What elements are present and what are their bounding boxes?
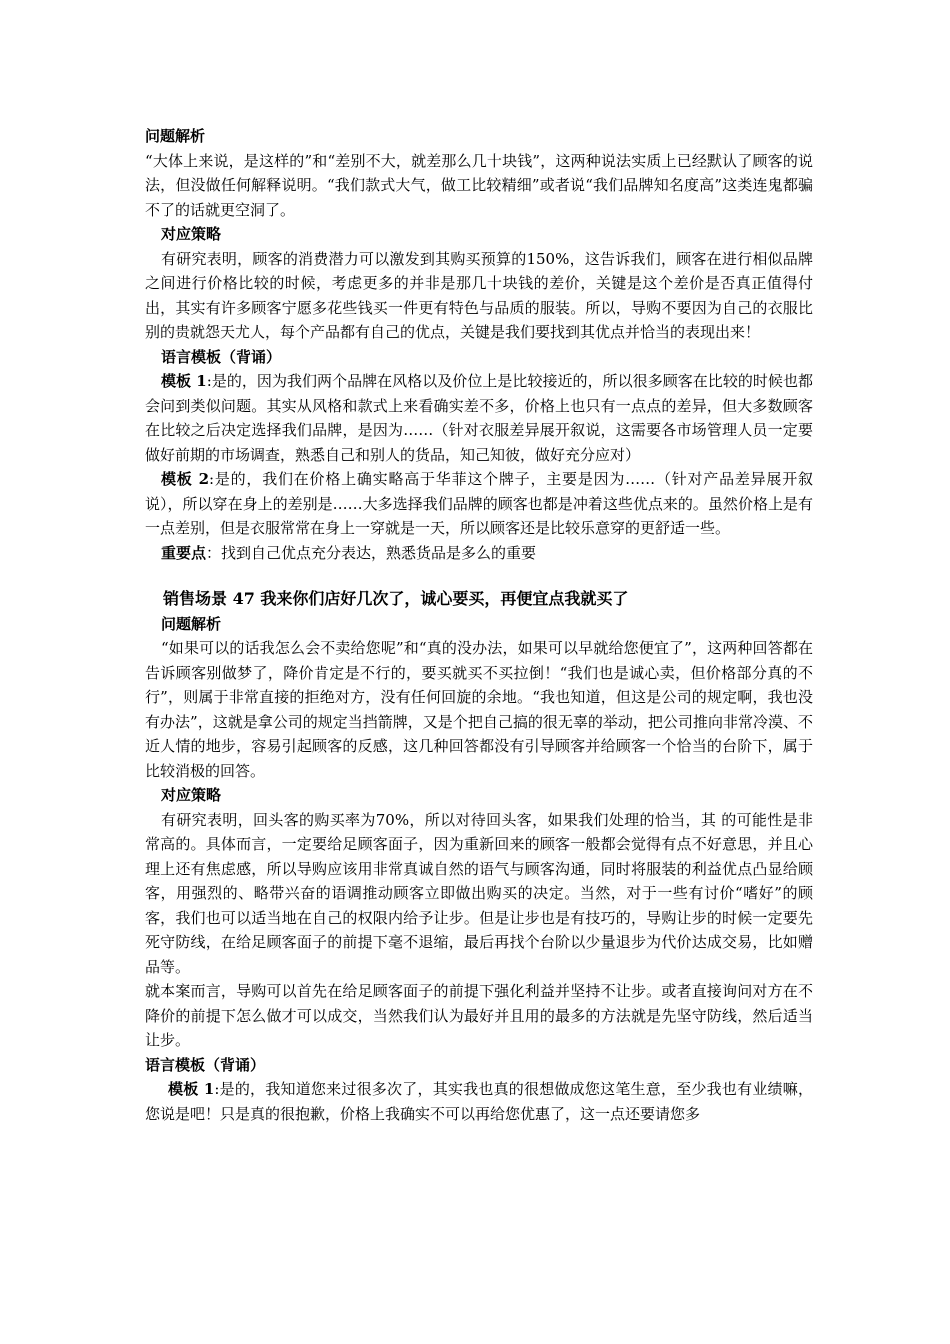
keypoint-label: 重要点 (161, 543, 207, 562)
template-2-text: :是的，我们在价格上确实略高于华菲这个牌子，主要是因为……（针对产品差异展开叙说），所以穿在身上的差别是……大多选择我们品牌的顾客也都是冲着这些优点来的。虽然价格上是有一点差别，但是衣服常常在身上一穿就是一天，所以顾客还是比较乐意穿的更舒适一些。 (145, 470, 813, 537)
analysis-paragraph: “大体上来说，是这样的”和“差别不大，就差那么几十块钱”，这两种说法实质上已经默认了顾客的说法，但没做任何解释说明。“我们款式大气，做工比较精细”或者说“我们品牌知名度高”这类连鬼都骗不了的话就更空洞了。 (145, 151, 813, 219)
analysis-heading: 问题解析 (145, 127, 206, 145)
strategy-heading-2: 对应策略 (161, 786, 222, 804)
document-page (145, 124, 813, 1126)
analysis-paragraph-2: “如果可以的话我怎么会不卖给您呢”和“真的没办法，如果可以早就给您便宜了”，这两种回答都在告诉顾客别做梦了，降价肯定是不行的，要买就买不买拉倒！“我们也是诚心卖，但价格部分真的不行”，则属于非常直接的拒绝对方，没有任何回旋的余地。“我也知道，但这是公司的规定啊，我也没有办法”，这就是拿公司的规定当挡箭牌，又是个把自己搞的很无辜的举动，把公司推向非常冷漠、不近人情的地步，容易引起顾客的反感，这几种回答都没有引导顾客并给顾客一个恰当的台阶下，属于比较消极的回答。 (145, 639, 813, 780)
template-1-text: :是的，因为我们两个品牌在风格以及价位上是比较接近的，所以很多顾客在比较的时候也都会问到类似问题。其实从风格和款式上来看确实差不多，价格上也只有一点点的差异，但大多数顾客在比较之后决定选择我们品牌，是因为……（针对衣服差异展开叙说，这需要各市场管理人员一定要做好前期的市场调查，熟悉自己和别人的货品，知己知彼，做好充分应对） (145, 372, 813, 464)
strategy-paragraph-2: 有研究表明，回头客的购买率为70%，所以对待回头客，如果我们处理的恰当，其 的可能性是非常高的。具体而言，一定要给足顾客面子，因为重新回来的顾客一般都会觉得有点不好意思，并且心理上还有焦虑感，所以导购应该用非常真诚自然的语气与顾客沟通，同时将服装的利益优点凸显给顾客，用强烈的、略带兴奋的语调推动顾客立即做出购买的决定。当然，对于一些有讨价“嗜好”的顾客，我们也可以适当地在自己的权限内给予让步。但是让步也是有技巧的，导购让步的时候一定要先死守防线，在给足顾客面子的前提下毫不退缩，最后再找个台阶以少量退步为代价达成交易，比如赠品等。 (145, 810, 813, 976)
template-2-label: 模板 2 (161, 470, 210, 488)
scene-title: 销售场景 47 我来你们店好几次了，诚心要买，再便宜点我就买了 (163, 589, 629, 608)
analysis-heading-2: 问题解析 (161, 614, 222, 633)
section-spacer (145, 565, 813, 587)
strategy-heading: 对应策略 (161, 225, 222, 243)
keypoint-text: ：找到自己优点充分表达，熟悉货品是多么的重要 (206, 543, 537, 562)
strategy-paragraph: 有研究表明，顾客的消费潜力可以激发到其购买预算的150%，这告诉我们，顾客在进行相似品牌之间进行价格比较的时候，考虑更多的并非是那几十块钱的差价，关键是这个差价是否真正值得付出，其实有许多顾客宁愿多花些钱买一件更有特色与品质的服装。所以，导购不要因为自己的衣服比别的贵就怨天尤人，每个产品都有自己的优点，关键是我们要找到其优点并恰当的表现出来！ (145, 249, 813, 341)
template-1-paragraph (145, 369, 813, 467)
template-1-label-2: 模板 1 (168, 1080, 215, 1098)
keypoint-paragraph (145, 541, 813, 566)
template-1-text-2: :是的，我知道您来过很多次了，其实我也真的很想做成您这笔生意，至少我也有业绩嘛，您说是吧！只是真的很抱歉，价格上我确实不可以再给您优惠了，这一点还要请您多 (145, 1080, 813, 1123)
template-1-label: 模板 1 (161, 372, 207, 390)
template-heading-2: 语言模板（背诵） (145, 1055, 266, 1074)
strategy-paragraph-3: 就本案而言，导购可以首先在给足顾客面子的前提下强化利益并坚持不让步。或者直接询问对方在不降价的前提下怎么做才可以成交，当然我们认为最好并且用的最多的方法就是先坚守防线，然后适当让步。 (145, 982, 813, 1049)
template-heading: 语言模板（背诵） (161, 347, 282, 366)
template-2-paragraph (145, 467, 813, 541)
template-1-paragraph-2 (145, 1077, 813, 1126)
